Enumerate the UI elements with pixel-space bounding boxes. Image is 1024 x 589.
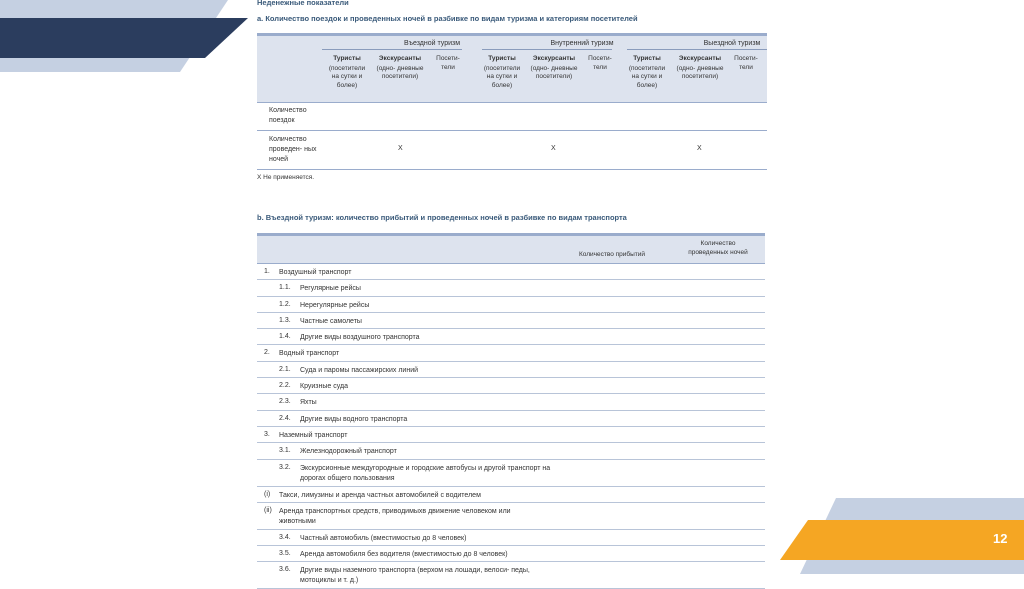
table-a-header bbox=[257, 36, 767, 103]
row-number: 2. bbox=[264, 349, 270, 357]
row-number: 3.4. bbox=[279, 533, 291, 541]
col-visitors-inbound: Посети- тели bbox=[436, 55, 460, 71]
row-number: (ii) bbox=[264, 506, 272, 514]
slide-decoration-bottomright bbox=[770, 498, 1024, 574]
row-number: 1.3. bbox=[279, 316, 291, 324]
row-number: 3. bbox=[264, 430, 270, 438]
group-domestic: Внутренний туризм bbox=[550, 40, 614, 47]
row-label: Другие виды наземного транспорта (верхом на лошади, велоси- педы, мотоциклы и т. д.) bbox=[300, 567, 530, 585]
col-excursionists-outbound: Экскурсанты (одно- дневные посетители) bbox=[676, 55, 724, 80]
col-excursionists-domestic: Экскурсанты (одно- дневные посетители) bbox=[530, 55, 578, 80]
row-number: (i) bbox=[264, 490, 271, 498]
table-a-note: X Не применяется. bbox=[257, 174, 315, 181]
table-row bbox=[257, 378, 765, 394]
page-title: Неденежные показатели bbox=[257, 0, 349, 7]
row-label: Аренда автомобиля без водителя (вместимостью до 8 человек) bbox=[300, 551, 508, 559]
page-number: 12 bbox=[993, 531, 1008, 546]
table-row bbox=[257, 443, 765, 459]
group-outbound: Выездной туризм bbox=[703, 40, 761, 47]
table-a-row-nights: Количество проведен- ных ночей X X X bbox=[257, 131, 767, 170]
row-label: Частный автомобиль (вместимостью до 8 человек) bbox=[300, 534, 467, 542]
row-number: 1.1. bbox=[279, 284, 291, 292]
row-label: Суда и паромы пассажирских линий bbox=[300, 366, 419, 374]
table-row bbox=[257, 530, 765, 546]
row-label: Другие виды воздушного транспорта bbox=[300, 334, 420, 342]
table-row bbox=[257, 345, 765, 361]
table-row bbox=[257, 297, 765, 313]
col-tourists-domestic: Туристы (посетители на сутки и более) bbox=[483, 55, 521, 89]
row-number: 3.5. bbox=[279, 550, 291, 558]
row-number: 1.2. bbox=[279, 300, 291, 308]
table-row bbox=[257, 546, 765, 562]
table-b-body bbox=[257, 264, 765, 589]
table-row bbox=[257, 362, 765, 378]
table-a-row-trips: Количество поездок bbox=[257, 103, 767, 131]
row-number: 3.1. bbox=[279, 447, 291, 455]
row-label: Наземный транспорт bbox=[279, 431, 348, 439]
row-label: Регулярные рейсы bbox=[300, 285, 361, 293]
col-tourists-outbound: Туристы (посетители на сутки и более) bbox=[628, 55, 666, 89]
row-label: Воздушный транспорт bbox=[279, 269, 352, 276]
table-a-caption: a. Количество поездок и проведенных ночей в разбивке по видам туризма и категориям посетителей bbox=[257, 14, 638, 23]
table-a bbox=[257, 33, 767, 170]
row-number: 1.4. bbox=[279, 333, 291, 341]
col-arrivals: Количество прибытий bbox=[578, 251, 646, 258]
table-row bbox=[257, 329, 765, 345]
col-tourists-inbound: Туристы (посетители на сутки и более) bbox=[328, 55, 366, 89]
row-label: Железнодорожный транспорт bbox=[300, 448, 397, 456]
table-row bbox=[257, 427, 765, 443]
table-row bbox=[257, 313, 765, 329]
col-nights: Количество проведенных ночей bbox=[688, 240, 748, 256]
col-visitors-domestic: Посети- тели bbox=[588, 55, 612, 71]
row-number: 2.2. bbox=[279, 382, 291, 390]
col-excursionists-inbound: Экскурсанты (одно- дневные посетители) bbox=[376, 55, 424, 80]
table-b-caption: b. Въездной туризм: количество прибытий и проведенных ночей в разбивке по видам транспорта bbox=[257, 213, 627, 222]
row-number: 3.6. bbox=[279, 566, 291, 574]
row-label: Другие виды водного транспорта bbox=[300, 415, 408, 423]
group-inbound: Въездной туризм bbox=[403, 40, 461, 47]
table-b bbox=[257, 233, 765, 589]
row-label: Яхты bbox=[300, 399, 317, 407]
row-number: 1. bbox=[264, 268, 270, 275]
row-label: Экскурсионные междугородные и городские автобусы и другой транспорт на дорогах общего пользования bbox=[300, 464, 551, 482]
row-number: 2.3. bbox=[279, 398, 291, 406]
table-row bbox=[257, 487, 765, 503]
row-number: 3.2. bbox=[279, 463, 291, 471]
row-number: 2.4. bbox=[279, 414, 291, 422]
table-row bbox=[257, 264, 765, 280]
table-row bbox=[257, 280, 765, 296]
table-row bbox=[257, 562, 765, 589]
row-label: Такси, лимузины и аренда частных автомобилей с водителем bbox=[279, 491, 481, 499]
row-label: Нерегулярные рейсы bbox=[300, 301, 370, 309]
table-row bbox=[257, 503, 765, 530]
table-row bbox=[257, 460, 765, 487]
table-b-header bbox=[257, 236, 765, 264]
row-label: Частные самолеты bbox=[300, 317, 362, 325]
row-label: Круизные суда bbox=[300, 383, 348, 391]
col-visitors-outbound: Посети- тели bbox=[734, 55, 758, 71]
row-number: 2.1. bbox=[279, 365, 291, 373]
row-label: Аренда транспортных средств, приводимыхв движение человеком или животными bbox=[279, 507, 511, 525]
table-row bbox=[257, 394, 765, 410]
row-label: Водный транспорт bbox=[279, 350, 340, 358]
slide-decoration-topleft bbox=[0, 0, 250, 80]
table-row bbox=[257, 411, 765, 427]
